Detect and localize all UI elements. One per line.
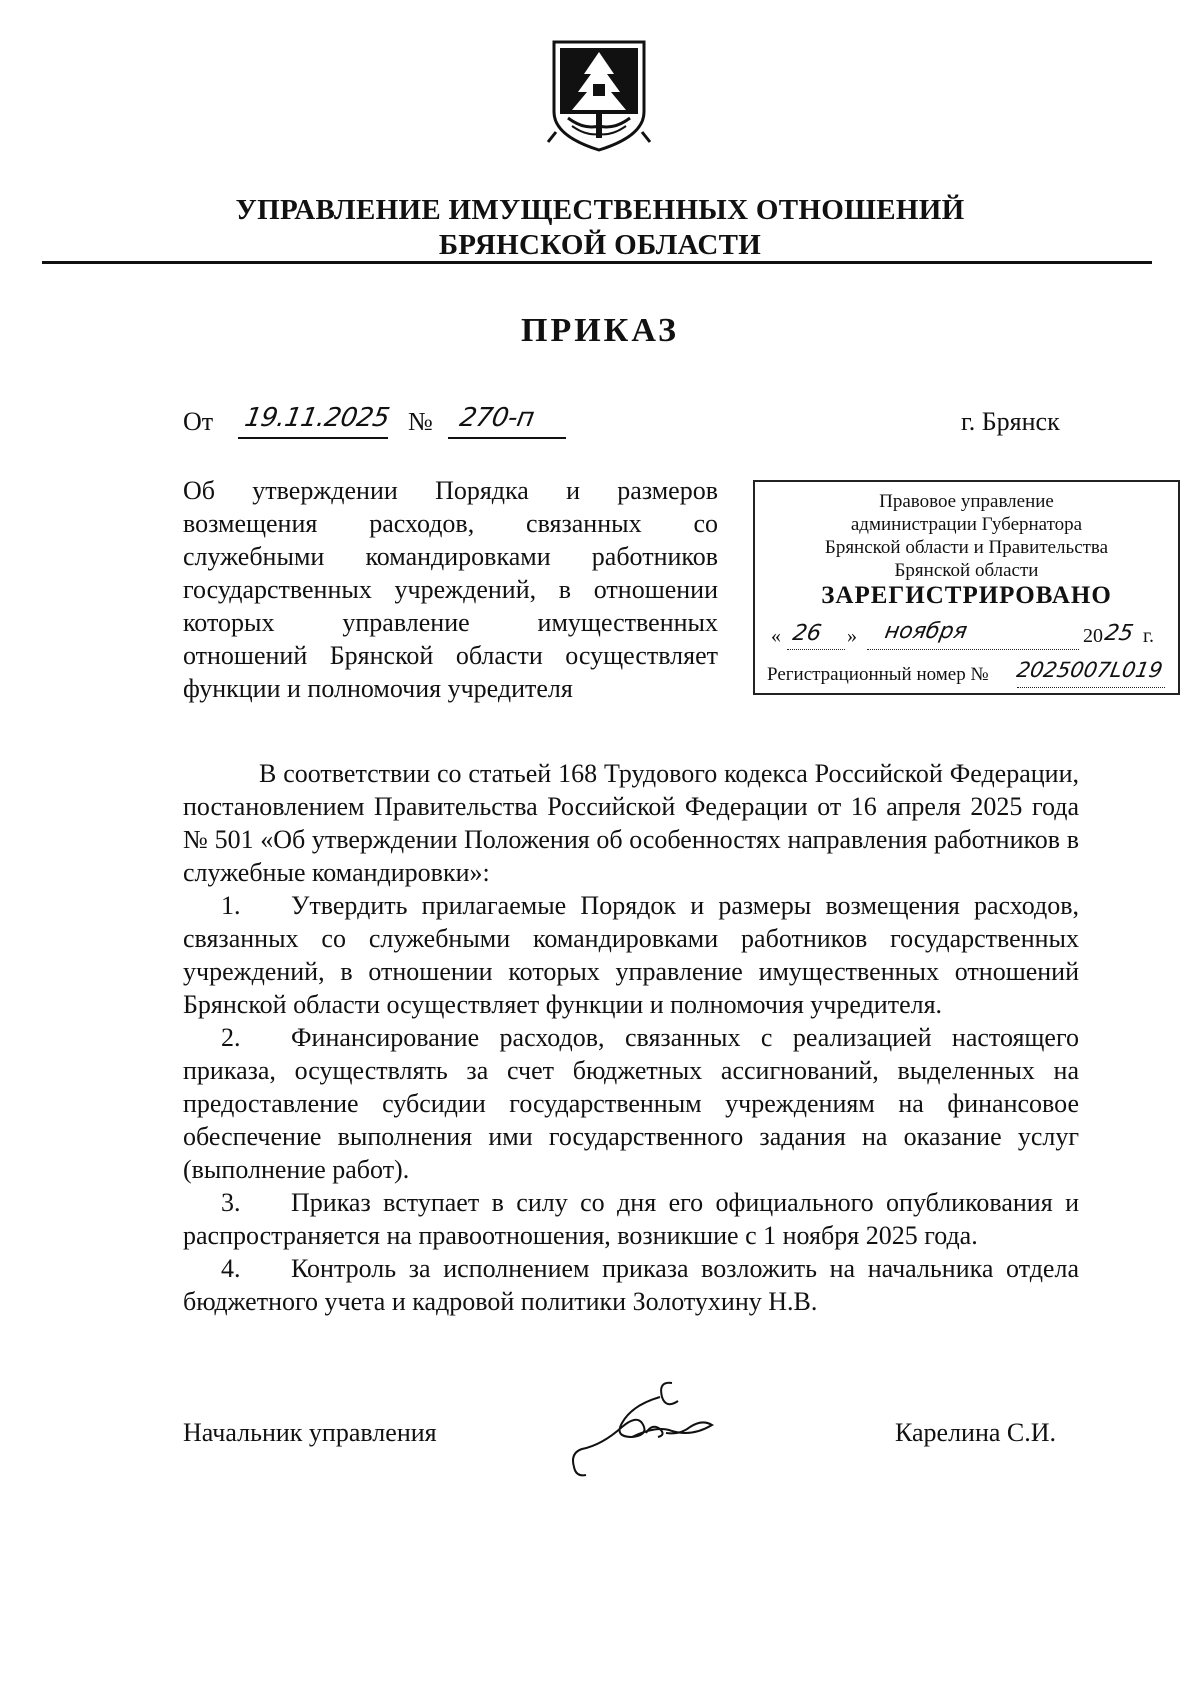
stamp-reg-number: 2025007L019 <box>1014 658 1165 682</box>
stamp-reg-underline <box>1017 687 1165 688</box>
list-item <box>183 889 1079 1021</box>
number-label: № <box>408 407 433 436</box>
stamp-day-underline <box>787 649 845 650</box>
header-divider <box>42 261 1152 264</box>
item-text: Приказ вступает в силу со дня его официального опубликования и распространяется на правоотношения, возникшие с 1 ноября 2025 года. <box>183 1188 1079 1250</box>
stamp-line3: Брянской области и Правительства <box>824 537 1109 558</box>
item-text: Утвердить прилагаемые Порядок и размеры возмещения расходов, связанных со служебными командировками работников государственных учреждений, в отношении которых управление имущественных отношений Брянской области осуществляет функции и полномочия учредителя. <box>183 891 1079 1019</box>
stamp-year-suffix: 25 <box>1102 621 1136 646</box>
item-number: 3. <box>221 1188 241 1217</box>
stamp-close-quote: » <box>847 625 857 647</box>
stamp-day: 26 <box>790 621 824 646</box>
item-text: Контроль за исполнением приказа возложить на начальника отдела бюджетного учета и кадровой политики Золотухину Н.В. <box>183 1254 1079 1316</box>
stamp-line2: администрации Губернатора <box>850 514 1083 535</box>
signatory-name: Карелина С.И. <box>895 1418 1057 1447</box>
stamp-month-underline <box>867 649 1079 650</box>
signatory-title: Начальник управления <box>183 1418 437 1447</box>
stamp-status: ЗАРЕГИСТРИРОВАНО <box>821 582 1112 609</box>
stamp-line4: Брянской области <box>894 560 1039 581</box>
stamp-line1: Правовое управление <box>879 491 1054 512</box>
preamble: В соответствии со статьей 168 Трудового кодекса Российской Федерации, постановлением Правительства Российской Федерации от 16 апреля 2025 года № 501 «Об утверждении Положения об особенностях направления работников в служебные командировки»: <box>183 759 1079 887</box>
coat-of-arms-icon <box>544 34 654 154</box>
stamp-reg-label: Регистрационный номер № <box>767 664 989 685</box>
organization-name-line2: БРЯНСКОЙ ОБЛАСТИ <box>438 229 762 261</box>
stamp-month: ноября <box>882 619 970 644</box>
date-underline <box>238 437 388 439</box>
date-from-label: От <box>183 407 214 436</box>
list-item <box>183 1186 1079 1252</box>
registration-stamp <box>753 480 1180 695</box>
organization-name-line1: УПРАВЛЕНИЕ ИМУЩЕСТВЕННЫХ ОТНОШЕНИЙ <box>235 194 965 226</box>
order-body <box>183 757 1079 1318</box>
order-number: 270-п <box>457 403 537 433</box>
item-number: 1. <box>221 891 241 920</box>
list-item <box>183 1252 1079 1318</box>
item-number: 2. <box>221 1023 241 1052</box>
stamp-year-unit: г. <box>1143 625 1154 647</box>
list-item <box>183 1021 1079 1186</box>
order-subject: Об утверждении Порядка и размеров возмещения расходов, связанных со служебными командировками работников государственных учреждений, в отношении которых управление имущественных отношений Брянской области осуществляет функции и полномочия учредителя <box>183 476 718 703</box>
number-underline <box>448 437 566 439</box>
order-date: 19.11.2025 <box>242 403 392 433</box>
stamp-open-quote: « <box>771 625 781 647</box>
stamp-year-prefix: 20 <box>1083 625 1103 647</box>
item-number: 4. <box>221 1254 241 1283</box>
item-text: Финансирование расходов, связанных с реализацией настоящего приказа, осуществлять за счет бюджетных ассигнований, выделенных на предоставление субсидии государственным учреждениям на финансовое обеспечение выполнения ими государственного задания на оказание услуг (выполнение работ). <box>183 1023 1079 1184</box>
document-type-title: ПРИКАЗ <box>521 312 679 349</box>
handwritten-signature-icon <box>562 1375 727 1485</box>
city: г. Брянск <box>961 407 1060 436</box>
